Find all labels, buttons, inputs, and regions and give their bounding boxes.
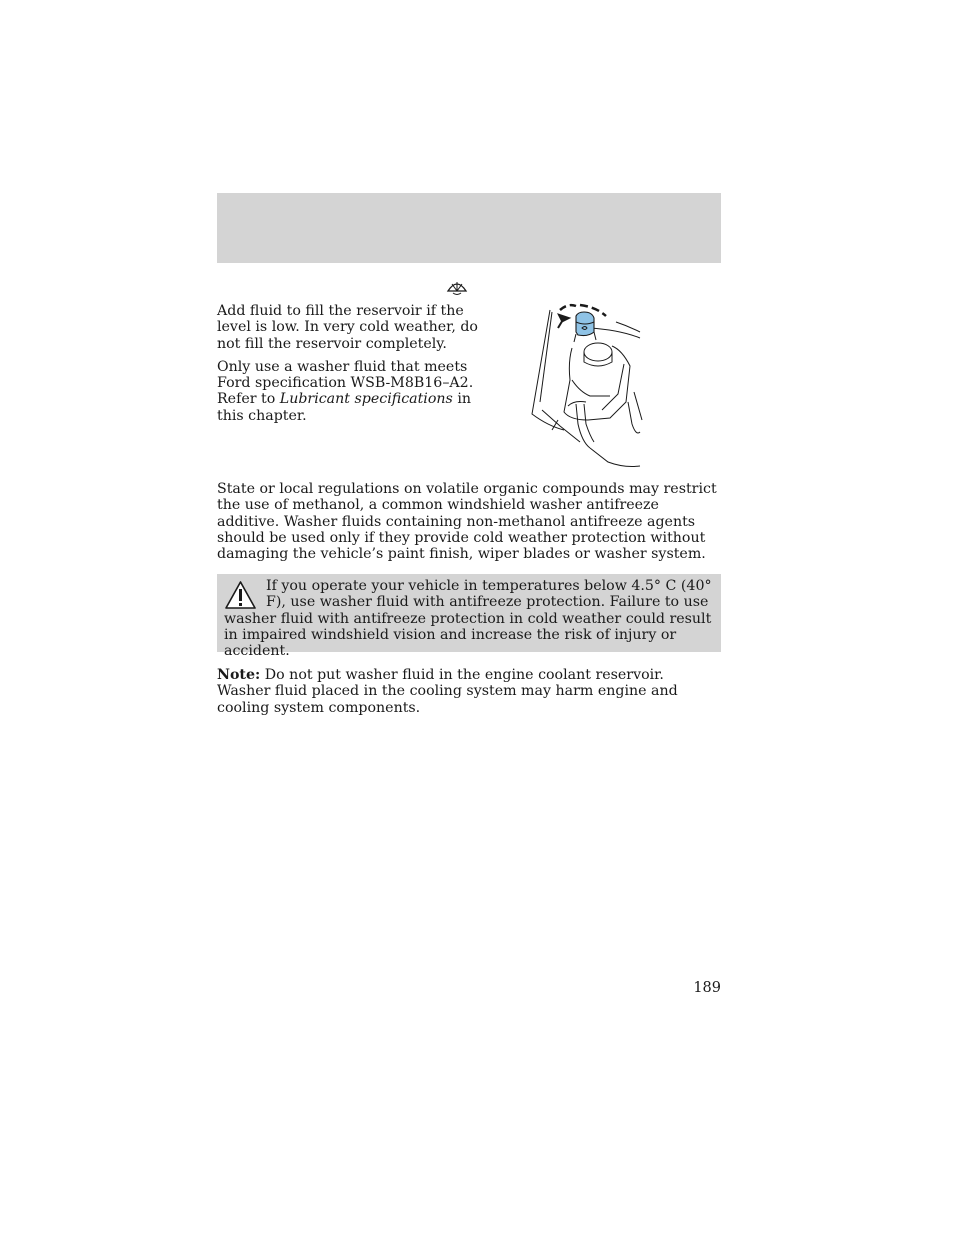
lubricant-specifications-reference: Lubricant specifications	[279, 391, 453, 408]
section-header-band	[217, 193, 721, 263]
warning-text: If you operate your vehicle in temperatures below 4.5° C (40° F), use washer fluid with antifreeze protection. Failure to use washer fluid with antifreeze protection in cold weather could result in impaired windshield vision and increase the risk of injury or accident.	[224, 578, 712, 660]
warning-box	[217, 574, 721, 660]
intro-paragraph-fill: Add fluid to fill the reservoir if the level is low. In very cold weather, do not fill the reservoir completely.	[217, 303, 478, 352]
washer-reservoir-cap-illustration	[528, 302, 646, 468]
page-number: 189	[693, 980, 721, 996]
spec-text: Only use a washer fluid that meets Ford specification WSB-M8B16–A2. Refer to	[217, 358, 474, 408]
windshield-washer-icon	[446, 277, 468, 297]
note-label: Note:	[217, 667, 261, 683]
regulations-paragraph: State or local regulations on volatile organic compounds may restrict the use of methanol, a common windshield washer antifreeze additive. Washer fluids containing non-methanol antifreeze agents should be used only if they provide cold weather protection without damaging the vehicle’s paint finish, wiper blades or washer system.	[217, 481, 717, 563]
note-paragraph	[217, 667, 721, 716]
spec-text-end: in this chapter.	[217, 391, 471, 424]
intro-text-column	[217, 303, 487, 431]
intro-paragraph-spec	[217, 359, 487, 424]
note-text: Do not put washer fluid in the engine coolant reservoir. Washer fluid placed in the cooling system may harm engine and cooling system components.	[217, 667, 678, 716]
